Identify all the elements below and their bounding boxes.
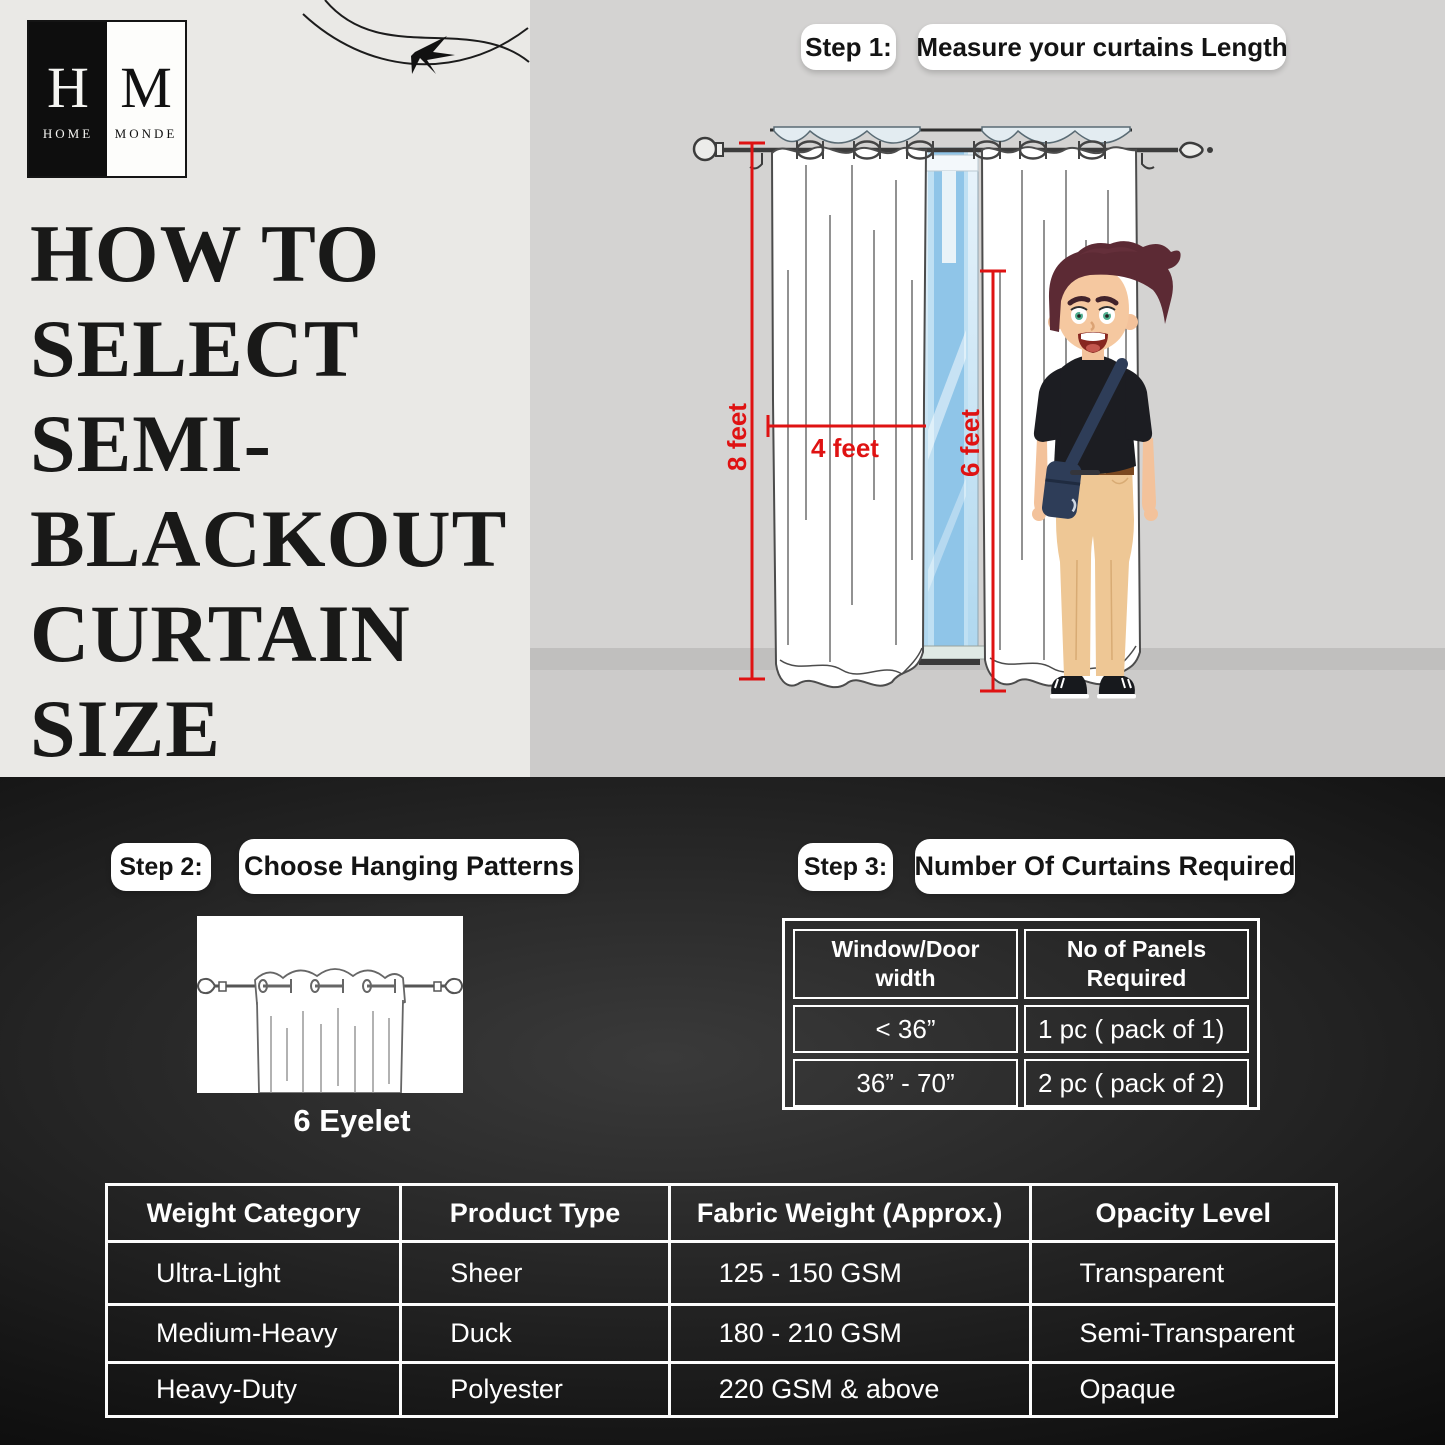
logo-right-half xyxy=(107,22,185,176)
intro-panel xyxy=(0,0,530,777)
cell-product-type: Duck xyxy=(401,1305,669,1363)
step3-title-label: Number Of Curtains Required xyxy=(914,851,1296,881)
col-header-opacity-level: Opacity Level xyxy=(1030,1185,1336,1242)
col-header-fabric-weight: Fabric Weight (Approx.) xyxy=(669,1185,1030,1242)
cell-opacity: Opaque xyxy=(1030,1363,1336,1417)
title-line: HOW TO xyxy=(30,208,381,299)
panels-required-table xyxy=(782,918,1260,1110)
step2-title-label: Choose Hanging Patterns xyxy=(243,851,575,881)
curtain-header-right xyxy=(982,127,1130,143)
window-height-label: 6 feet xyxy=(955,409,985,477)
pattern-name-label: 6 Eyelet xyxy=(293,1103,411,1138)
title-line: SEMI- xyxy=(30,398,272,489)
step2-title-pill xyxy=(239,839,579,894)
cell-weight-category: Medium-Heavy xyxy=(107,1305,401,1363)
cell-width-2: 36” - 70” xyxy=(793,1059,1018,1107)
step3-badge-label: Step 3: xyxy=(803,852,888,881)
cell-weight-category: Heavy-Duty xyxy=(107,1363,401,1417)
page-title xyxy=(30,206,522,776)
step2-badge-label: Step 2: xyxy=(119,852,203,881)
logo-word-home: HOME xyxy=(42,126,94,141)
curtain-width-label: 4 feet xyxy=(811,433,879,463)
title-line: CURTAIN xyxy=(30,588,411,679)
step1-title-label: Measure your curtains Length xyxy=(916,31,1288,62)
curtain-height-label: 8 feet xyxy=(722,403,752,471)
logo-word-monde: MONDE xyxy=(114,126,178,141)
cell-panels-1: 1 pc ( pack of 1) xyxy=(1024,1005,1249,1053)
cell-product-type: Polyester xyxy=(401,1363,669,1417)
table-row xyxy=(107,1305,1337,1363)
step3-badge xyxy=(798,843,893,891)
measuring-illustration xyxy=(530,115,1445,715)
cell-opacity: Transparent xyxy=(1030,1242,1336,1305)
cell-fabric-weight: 220 GSM & above xyxy=(669,1363,1030,1417)
left-curtain-panel xyxy=(772,147,926,687)
logo-left-half xyxy=(29,22,107,176)
title-line: SELECT xyxy=(30,303,360,394)
title-line: SIZE xyxy=(30,683,221,774)
table-row xyxy=(107,1363,1337,1417)
cell-fabric-weight: 125 - 150 GSM xyxy=(669,1242,1030,1305)
crossbody-bag xyxy=(1041,460,1083,520)
shirt-stitch xyxy=(1070,470,1100,475)
logo-letter-h: H xyxy=(47,55,89,120)
col-header-panels-required: No of Panels Required xyxy=(1024,929,1249,999)
title-line: BLACKOUT xyxy=(30,493,508,584)
step3-title-pill xyxy=(915,839,1295,894)
logo-letter-m: M xyxy=(120,55,172,120)
col-header-product-type: Product Type xyxy=(401,1185,669,1242)
step1-panel xyxy=(530,0,1445,777)
fabric-weight-table xyxy=(105,1183,1338,1418)
step1-title-pill xyxy=(918,24,1286,70)
step2-badge xyxy=(111,843,211,891)
eyelet-pattern-card xyxy=(197,916,463,1093)
step1-badge-label: Step 1: xyxy=(805,31,892,62)
steps-panel xyxy=(0,777,1445,1445)
col-header-window-width: Window/Door width xyxy=(793,929,1018,999)
cell-panels-2: 2 pc ( pack of 2) xyxy=(1024,1059,1249,1107)
step1-badge xyxy=(801,24,896,70)
table-row xyxy=(107,1242,1337,1305)
cell-product-type: Sheer xyxy=(401,1242,669,1305)
cell-width-1: < 36” xyxy=(793,1005,1018,1053)
cell-fabric-weight: 180 - 210 GSM xyxy=(669,1305,1030,1363)
col-header-weight-category: Weight Category xyxy=(107,1185,401,1242)
cell-opacity: Semi-Transparent xyxy=(1030,1305,1336,1363)
table-header-row xyxy=(793,929,1249,999)
brand-logo xyxy=(27,20,187,178)
table-row xyxy=(793,1005,1249,1053)
eyelet-curtain-drawing xyxy=(197,916,463,1093)
table-row xyxy=(793,1059,1249,1107)
cell-weight-category: Ultra-Light xyxy=(107,1242,401,1305)
curtain-header-left xyxy=(774,127,920,143)
table-header-row xyxy=(107,1185,1337,1242)
plane-doodle-icon xyxy=(295,0,530,85)
